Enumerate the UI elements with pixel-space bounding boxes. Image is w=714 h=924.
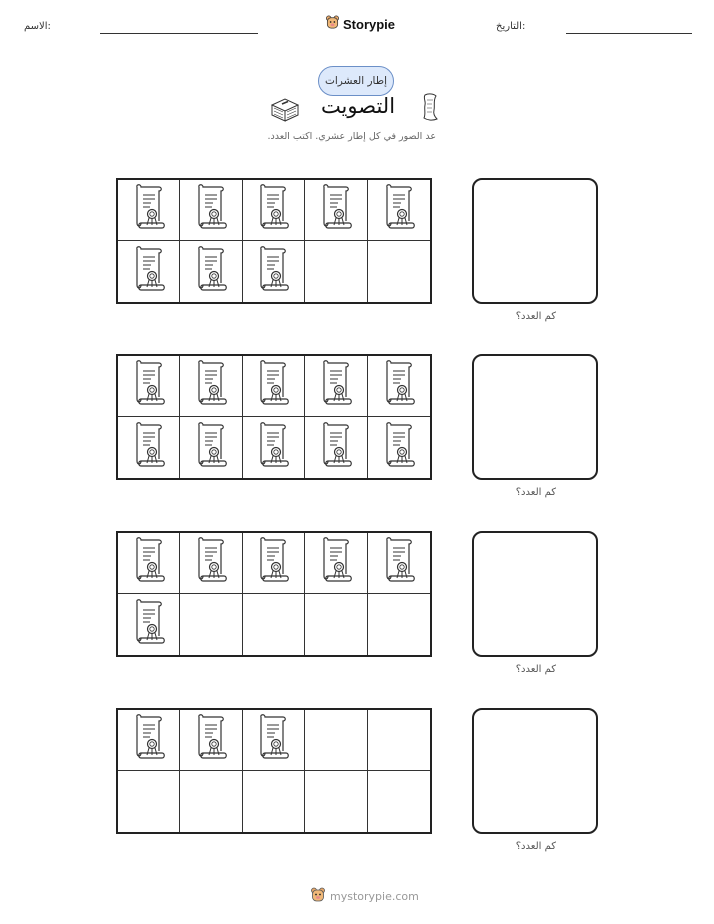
scroll-certificate-icon xyxy=(192,359,230,413)
ten-frame-cell xyxy=(180,710,242,771)
ten-frame-cell xyxy=(180,417,242,478)
ten-frame-cell xyxy=(243,771,305,832)
scroll-certificate-icon xyxy=(380,359,418,413)
scroll-certificate-icon xyxy=(254,183,292,237)
ten-frame-cell xyxy=(305,594,367,655)
how-many-label: كم العدد؟ xyxy=(515,487,556,498)
answer-box-4[interactable] xyxy=(472,708,598,834)
ten-frame-cell xyxy=(305,241,367,302)
answer-box-2[interactable] xyxy=(472,354,598,480)
ten-frame-cell xyxy=(243,533,305,594)
date-label: التاريخ: xyxy=(496,21,526,32)
ten-frame-cell xyxy=(180,771,242,832)
topic-badge: إطار العشرات xyxy=(318,66,394,96)
answer-box-1[interactable] xyxy=(472,178,598,304)
ten-frame-cell xyxy=(180,533,242,594)
instructions: عد الصور في كل إطار عشري. اكتب العدد. xyxy=(267,131,436,142)
scroll-certificate-icon xyxy=(317,359,355,413)
scroll-certificate-icon xyxy=(192,713,230,767)
ten-frame-cell xyxy=(118,710,180,771)
ten-frame-cell xyxy=(118,594,180,655)
ten-frame-cell xyxy=(118,533,180,594)
ten-frame-cell xyxy=(118,241,180,302)
ten-frame-2 xyxy=(116,354,432,480)
ten-frame-1 xyxy=(116,178,432,304)
how-many-label: كم العدد؟ xyxy=(515,664,556,675)
ten-frame-cell xyxy=(305,417,367,478)
ten-frame-cell xyxy=(243,356,305,417)
scroll-certificate-icon xyxy=(380,536,418,590)
footer xyxy=(310,886,419,907)
name-field[interactable] xyxy=(100,33,258,34)
scroll-certificate-icon xyxy=(130,536,168,590)
scroll-certificate-icon xyxy=(130,713,168,767)
ten-frame-cell xyxy=(305,533,367,594)
scroll-certificate-icon xyxy=(254,359,292,413)
how-many-label: كم العدد؟ xyxy=(515,841,556,852)
ten-frame-cell xyxy=(305,771,367,832)
ten-frame-cell xyxy=(243,594,305,655)
scroll-certificate-icon xyxy=(192,245,230,299)
ballot-box-icon xyxy=(269,93,301,129)
ten-frame-cell xyxy=(243,710,305,771)
scroll-certificate-icon xyxy=(192,421,230,475)
ten-frame-cell xyxy=(118,356,180,417)
answer-box-3[interactable] xyxy=(472,531,598,657)
ten-frame-cell xyxy=(368,417,430,478)
brand-logo xyxy=(325,14,395,34)
scroll-certificate-icon xyxy=(192,183,230,237)
ten-frame-cell xyxy=(243,180,305,241)
scroll-certificate-icon xyxy=(130,598,168,652)
ten-frame-cell xyxy=(368,241,430,302)
brand-name: Storypie xyxy=(343,16,396,32)
ten-frame-cell xyxy=(305,356,367,417)
ten-frame-cell xyxy=(180,180,242,241)
scroll-certificate-icon xyxy=(254,713,292,767)
scroll-certificate-icon xyxy=(380,183,418,237)
ten-frame-cell xyxy=(368,180,430,241)
bear-mascot-icon xyxy=(310,886,326,907)
scroll-certificate-icon xyxy=(254,421,292,475)
ten-frame-cell xyxy=(243,417,305,478)
how-many-label: كم العدد؟ xyxy=(515,311,556,322)
ten-frame-cell xyxy=(368,533,430,594)
scroll-certificate-icon xyxy=(380,421,418,475)
ten-frame-cell xyxy=(368,594,430,655)
ten-frame-cell xyxy=(368,710,430,771)
ten-frame-cell xyxy=(305,180,367,241)
ten-frame-3 xyxy=(116,531,432,657)
scroll-certificate-icon xyxy=(317,183,355,237)
scroll-certificate-icon xyxy=(317,421,355,475)
ten-frame-cell xyxy=(118,771,180,832)
scroll-icon xyxy=(420,92,440,126)
ten-frame-4 xyxy=(116,708,432,834)
scroll-certificate-icon xyxy=(254,536,292,590)
ten-frame-cell xyxy=(368,771,430,832)
ten-frame-cell xyxy=(180,594,242,655)
scroll-certificate-icon xyxy=(130,421,168,475)
page-title: التصويت xyxy=(320,94,396,118)
footer-url: mystorypie.com xyxy=(330,890,419,903)
ten-frame-cell xyxy=(243,241,305,302)
scroll-certificate-icon xyxy=(130,183,168,237)
name-label: الاسم: xyxy=(24,21,51,32)
ten-frame-cell xyxy=(368,356,430,417)
ten-frame-cell xyxy=(305,710,367,771)
ten-frame-cell xyxy=(118,417,180,478)
bear-mascot-icon xyxy=(325,14,340,34)
scroll-certificate-icon xyxy=(254,245,292,299)
scroll-certificate-icon xyxy=(130,245,168,299)
ten-frame-cell xyxy=(180,241,242,302)
ten-frame-cell xyxy=(180,356,242,417)
scroll-certificate-icon xyxy=(192,536,230,590)
scroll-certificate-icon xyxy=(317,536,355,590)
date-field[interactable] xyxy=(566,33,692,34)
scroll-certificate-icon xyxy=(130,359,168,413)
ten-frame-cell xyxy=(118,180,180,241)
